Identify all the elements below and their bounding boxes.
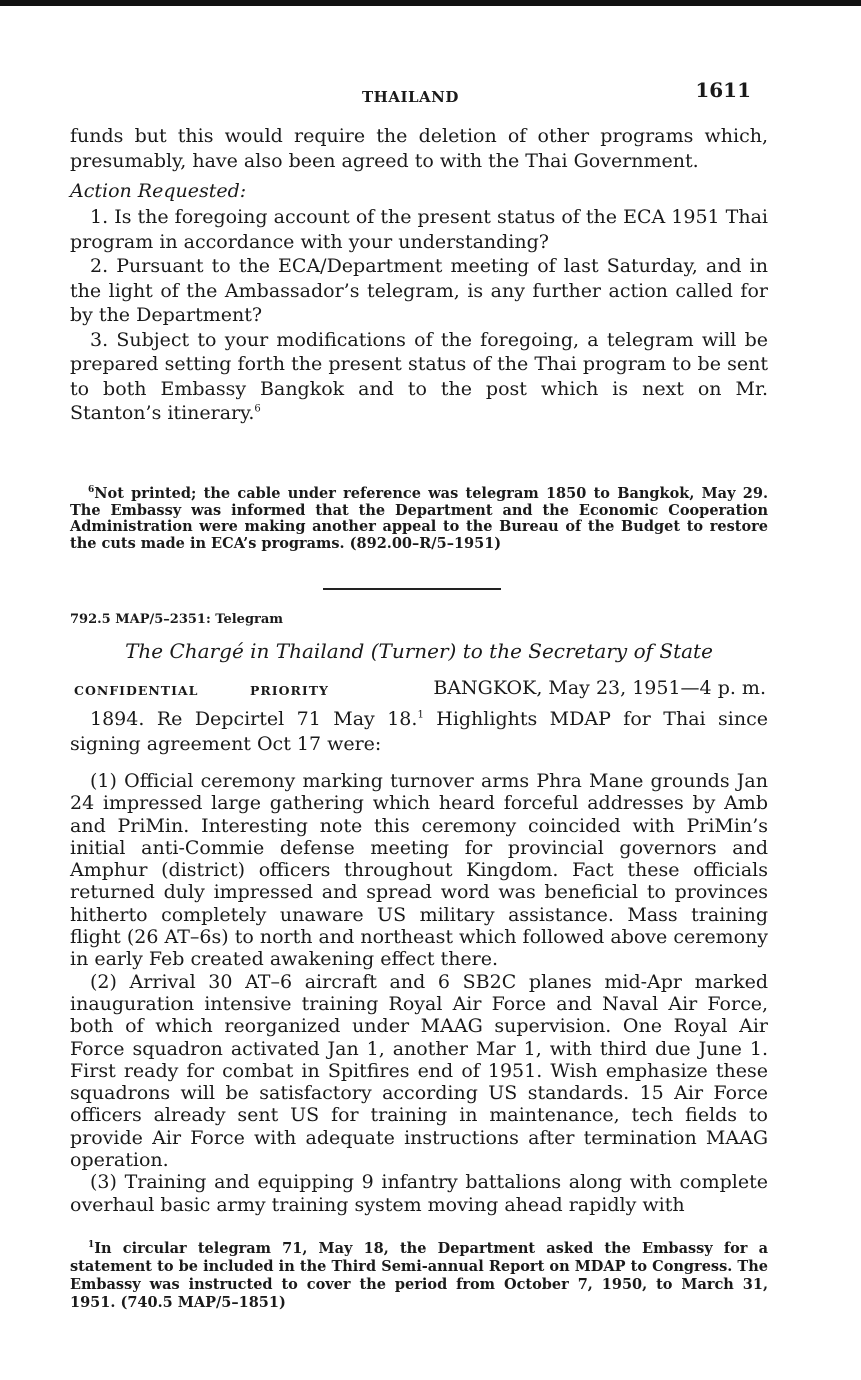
action-requested-heading: Action Requested: [70, 180, 247, 202]
footnote-1-mark: 1 [88, 1240, 95, 1251]
footnote-1-text: In circular telegram 71, May 18, the Department asked the Embassy for a statement to be included in the Third Semi-annual Report on MDAP to Congress. The Embassy was instructed to cover the period from October 7, 1950, to March 31, 1951. (740.5 MAP/5–1851) [70, 1240, 768, 1311]
telegram-paragraph-1: (1) Official ceremony marking turnover arms Phra Mane grounds Jan 24 impressed large gathering which heard forceful addresses by Amb and PriMin. Interesting note this ceremony coincided with PriMin’s initial anti-Commie defense meeting for provincial governors and Amphur (district) officers throughout Kingdom. Fact these officials returned duly impressed and spread word was beneficial to provinces hitherto completely unaware US military assistance. Mass training flight (26 AT–6s) to north and northeast which followed above ceremony in early Feb created awakening effect there. [70, 770, 768, 971]
opening-rest: Highlights MDAP for Thai since signing agreement Oct 17 were: [70, 708, 768, 755]
running-header [0, 78, 861, 114]
footnote-6 [70, 486, 768, 552]
document-title: The Chargé in Thailand (Turner) to the Secretary of State [125, 639, 713, 663]
memo-continuation [70, 124, 768, 426]
classification: CONFIDENTIAL [74, 683, 199, 698]
footnote-6-mark: 6 [88, 485, 95, 496]
footnote-mark-6: 6 [254, 403, 261, 415]
footnote-mark-1: 1 [417, 709, 424, 721]
page-number: 1611 [695, 78, 751, 102]
telegram-document [70, 612, 768, 1216]
precedence: PRIORITY [250, 683, 329, 698]
dateline [70, 677, 768, 703]
action-item-2: 2. Pursuant to the ECA/Department meeting of last Saturday, and in the light of the Ambassador’s telegram, is any further action called for by the Department? [70, 255, 768, 326]
action-item-3 [70, 328, 768, 426]
opening-text: 1894. Re Depcirtel 71 May 18. [90, 708, 418, 730]
action-item-3-text: 3. Subject to your modifications of the foregoing, a telegram will be prepared setting forth the present status of the Thai program to be sent to both Embassy Bangkok and to the post which is next on Mr. Stanton’s itinerary. [70, 328, 768, 424]
top-border [0, 0, 861, 6]
section-divider [323, 588, 501, 590]
continuation-paragraph: funds but this would require the deletion of other programs which, presumably, have also been agreed to with the Thai Government. [70, 125, 768, 172]
telegram-paragraph-2: (2) Arrival 30 AT–6 aircraft and 6 SB2C planes mid-Apr marked inauguration intensive training Royal Air Force and Naval Air Force, both of which reorganized under MAAG supervision. One Royal Air Force squadron activated Jan 1, another Mar 1, with third due June 1. First ready for combat in Spitfires end of 1951. Wish emphasize these squadrons will be satisfactory according US standards. 15 Air Force officers already sent US for training in maintenance, tech fields to provide Air Force with adequate instructions after termination MAAG operation. [70, 970, 768, 1172]
action-item-1: 1. Is the foregoing account of the present status of the ECA 1951 Thai program in accordance with your understanding? [70, 206, 768, 253]
footnote-1 [70, 1240, 768, 1312]
document-file-id: 792.5 MAP/5–2351: Telegram [70, 612, 284, 627]
footnote-6-text: Not printed; the cable under reference was telegram 1850 to Bangkok, May 29. The Embassy was informed that the Department and the Economic Cooperation Administration were making another appeal to the Bureau of the Budget to restore the cuts made in ECA’s programs. (892.00–R/5–1951) [70, 485, 768, 552]
place-date: BANGKOK, May 23, 1951—4 p. m. [433, 677, 766, 699]
telegram-opening [70, 707, 768, 756]
telegram-paragraph-3: (3) Training and equipping 9 infantry battalions along with complete overhaul basic army training system moving ahead rapidly with [70, 1171, 768, 1216]
running-title: THAILAND [362, 88, 459, 106]
